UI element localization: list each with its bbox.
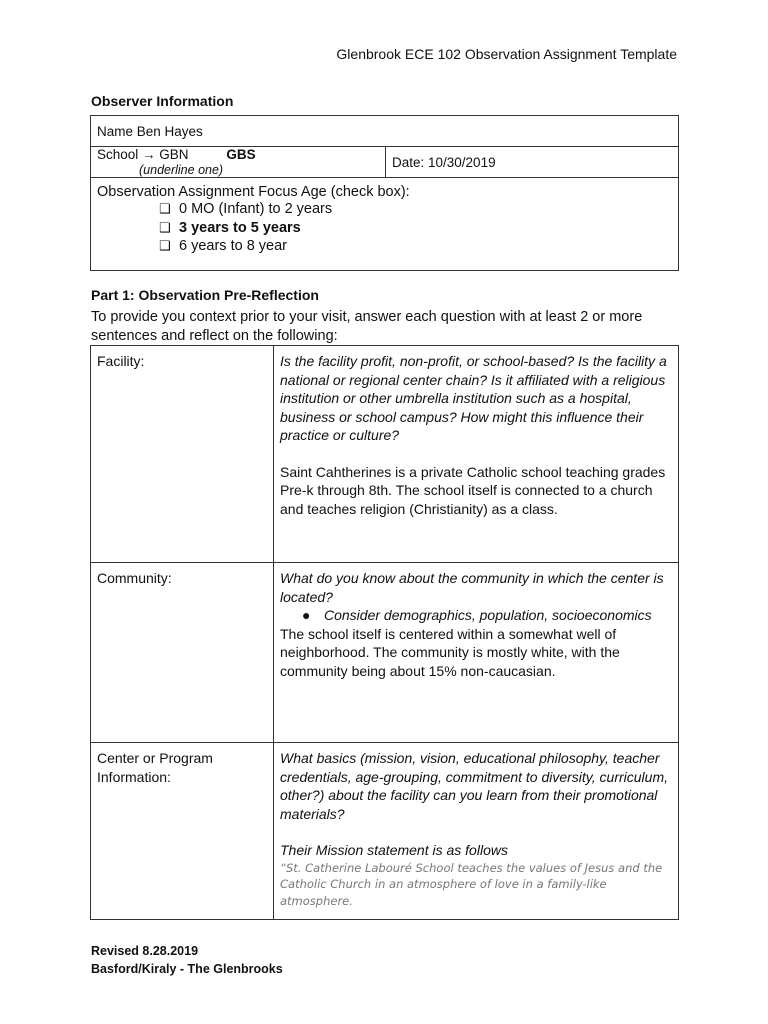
facility-label: Facility: (91, 346, 274, 563)
date-field: Date: 10/30/2019 (386, 147, 679, 178)
bullet-icon: ● (302, 607, 311, 623)
underline-hint: (underline one) (139, 163, 224, 177)
part1-title: Part 1: Observation Pre-Reflection (91, 287, 319, 303)
table-row (91, 563, 679, 743)
focus-age-options (97, 200, 672, 256)
community-bullet: ● Consider demographics, population, socioeconomics (302, 607, 652, 623)
footer-authors: Basford/Kiraly - The Glenbrooks (91, 962, 283, 976)
mission-statement: “St. Catherine Labouré School teaches the values of Jesus and the Catholic Church in an atmosphere of love in a family-like atmosphere. (280, 860, 663, 908)
facility-question: Is the facility profit, non-profit, or school-based? Is the facility a national or regional center chain? Is it affiliated with a religious institution or other umbrella institution such as a hospital, business or school campus? How might this influence their practice or culture? (280, 353, 667, 443)
observer-section-title: Observer Information (91, 93, 234, 109)
school-field (91, 147, 386, 178)
table-row (91, 346, 679, 563)
center-info-label: Center or Program Information: (91, 743, 274, 920)
checkbox-icon[interactable]: ❑ (159, 201, 171, 216)
mission-heading: Their Mission statement is as follows (280, 842, 508, 858)
community-label: Community: (91, 563, 274, 743)
community-cell (274, 563, 679, 743)
footer-revised: Revised 8.28.2019 (91, 944, 199, 958)
focus-option-school-age[interactable]: ❑ 6 years to 8 year (159, 238, 287, 254)
community-question: What do you know about the community in which the center is located? (280, 570, 664, 605)
part1-intro: To provide you context prior to your visit, answer each question with at least 2 or more sentences and reflect on the following: (91, 309, 643, 344)
facility-answer: Saint Cahtherines is a private Catholic school teaching grades Pre-k through 8th. The school itself is connected to a church and teaches religion (Christianity) as a class. (280, 463, 666, 517)
focus-option-preschool[interactable]: ❑ 3 years to 5 years (159, 219, 301, 236)
focus-age-field (91, 178, 679, 271)
observer-info-table (90, 115, 679, 271)
document-header-title: Glenbrook ECE 102 Observation Assignment Template (336, 46, 677, 62)
observer-name-field: Name Ben Hayes (91, 116, 679, 147)
pre-reflection-table (90, 345, 679, 920)
table-row (91, 743, 679, 920)
checkbox-icon[interactable]: ❑ (159, 238, 171, 253)
community-answer: The school itself is centered within a somewhat well of neighborhood. The community is mostly white, with the community being about 15% non-caucasian. (280, 625, 620, 679)
facility-cell (274, 346, 679, 563)
school-option-gbs: GBS (226, 147, 256, 162)
center-info-cell (274, 743, 679, 920)
focus-age-title: Observation Assignment Focus Age (check box): (97, 184, 410, 200)
school-option-gbn: School → GBN (97, 147, 189, 162)
center-info-question: What basics (mission, vision, educational philosophy, teacher credentials, age-grouping, commitment to diversity, curriculum, other?) about the facility can you learn from their promotional materials? (280, 750, 669, 822)
checkbox-icon[interactable]: ❑ (159, 219, 171, 235)
focus-option-infant[interactable]: ❑ 0 MO (Infant) to 2 years (159, 201, 333, 217)
